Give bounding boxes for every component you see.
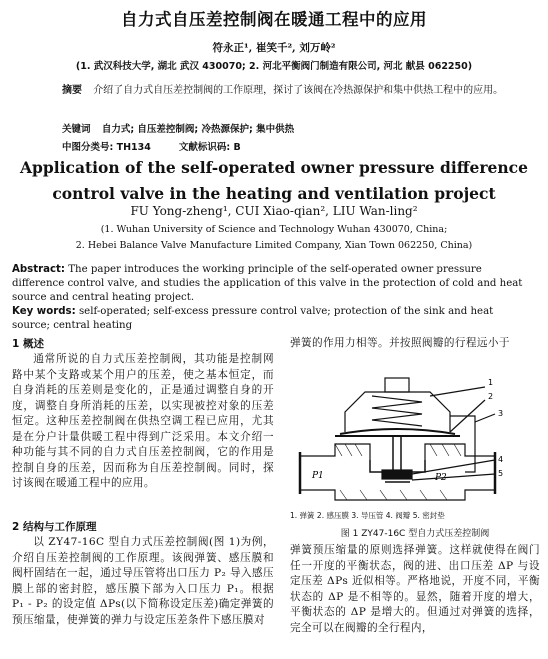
section-2-heading: 2 结构与工作原理 — [12, 521, 97, 533]
keywords-en-text: self-operated; self-excess pressure control valve; protection of the sink and heat source; central heating — [12, 306, 494, 331]
document-code: 文献标识码: B — [178, 142, 241, 153]
keywords-cn-text: 自力式; 自压差控制阀; 冷热源保护; 集中供热 — [101, 124, 295, 135]
keywords-cn — [62, 121, 517, 135]
abstract-cn-label: 摘要 — [62, 85, 82, 96]
keywords-cn-label: 关键词 — [62, 124, 91, 135]
abstract-en-text: The paper introduces the working principle of the self-operated owner pressure difference control valve, and studies the application of this valve in the protection of cold and heat source and central heating project. — [12, 264, 523, 303]
keywords-en-label: Key words: — [12, 306, 76, 317]
abstract-cn — [62, 82, 517, 100]
adjust-cap — [385, 378, 409, 392]
label-4: 4 — [498, 455, 504, 464]
paper-title-en-line2: control valve in the heating and ventilation project — [52, 184, 496, 203]
valve-diagram — [290, 372, 540, 507]
label-5: 5 — [498, 469, 504, 478]
body-bottom — [300, 490, 495, 500]
body-top — [300, 444, 495, 460]
paper-title-en-line1: Application of the self-operated owner pressure difference — [20, 158, 528, 177]
bonnet-outline — [345, 392, 450, 432]
abstract-en — [12, 263, 532, 305]
authors-en: FU Yong-zheng¹, CUI Xiao-qian², LIU Wan-ling² — [130, 204, 418, 218]
section-1-heading: 1 概述 — [12, 338, 44, 350]
keywords-en — [12, 305, 532, 333]
figure-legend: 1. 弹簧 2. 感压膜 3. 导压管 4. 阀瓣 5. 密封垫 — [290, 511, 445, 520]
p2-label: P2 — [435, 473, 447, 483]
paper-title-en — [0, 155, 548, 207]
label-1: 1 — [488, 378, 494, 387]
section-1-paragraph: 通常所说的自力式压差控制阀，其功能是控制网路中某个支路或某个用户的压差，使之基本恒定，而自身消耗的压差则是变化的，正是通过调整自身的开度，调整自身所消耗的压差，以实现被控对象的压差恒定。这种压差控制阀在供热空调工程已应用，尤其是在分户计量供暖工程中得到广泛采用。本文介绍一种功能与其不同的自力式自压差控制阀，它的作用是控制自身的压差，因而称为自压差控制阀。同时，探讨该阀在暖通工程中的应用。 — [12, 353, 274, 489]
affiliation-en-2: 2. Hebei Balance Valve Manufacture Limited Company, Xian Town 062250, China) — [75, 240, 473, 251]
valve-disc-shape — [382, 470, 412, 479]
section-1-body — [12, 352, 274, 492]
authors-cn: 符永正¹, 崔笑千², 刘万岭² — [212, 42, 336, 54]
label-2: 2 — [488, 392, 494, 401]
p1-label: P1 — [312, 471, 324, 481]
affiliation-cn: (1. 武汉科技大学, 湖北 武汉 430070; 2. 河北平衡阀门制造有限公司, 河北 献县 062250) — [75, 61, 473, 72]
abstract-cn-text: 介绍了自力式自压差控制阀的工作原理，探讨了该阀在冷热源保护和集中供热工程中的应用。 — [93, 85, 504, 96]
right-column-bottom — [290, 543, 540, 636]
spring-shape — [372, 396, 422, 426]
abstract-en-label: Abstract: — [12, 264, 65, 275]
diaphragm-shape — [340, 429, 455, 434]
label-3: 3 — [498, 409, 504, 418]
figure-caption: 图 1 ZY47-16C 型自力式压差控制阀 — [340, 529, 490, 539]
right-column-top — [290, 336, 540, 352]
right-paragraph-bottom: 弹簧预压缩量的原则选择弹簧。这样就使得在阀门任一开度的平衡状态，阀的进、出口压差 ΔP 与设定压差 ΔPs 近似相等。严格地说，开度不同，平衡状态的 ΔP 是不相等的。显然，随着开度的增大，平衡状态的 ΔP 是增大的。但通过对弹簧的选择，完全可以在阀瓣的全行程内， — [290, 544, 540, 634]
section-2-body — [12, 535, 274, 628]
paper-title-cn: 自力式自压差控制阀在暖通工程中的应用 — [121, 10, 427, 29]
clc-number: 中图分类号: TH134 — [62, 142, 151, 153]
affiliation-en-1: (1. Wuhan University of Science and Technology Wuhan 430070, China; — [100, 224, 448, 235]
right-paragraph-top: 弹簧的作用力相等。并按照阀瓣的行程远小于 — [290, 337, 510, 349]
section-2-paragraph: 以 ZY47-16C 型自力式压差控制阀(图 1)为例，介绍自压差控制阀的工作原理。该阀弹簧、感压膜和阀杆固结在一起，通过导压管将出口压力 P₂ 导入感压膜上部的密封腔，感压膜下部为入口压力 P₁。根据 P₁ - P₂ 的设定值 ΔPs(以下简称设定压差)确定弹簧的预压缩量，使弹簧的弹力与设定压差条件下感压膜对 — [12, 536, 274, 626]
classification-line — [62, 139, 517, 153]
